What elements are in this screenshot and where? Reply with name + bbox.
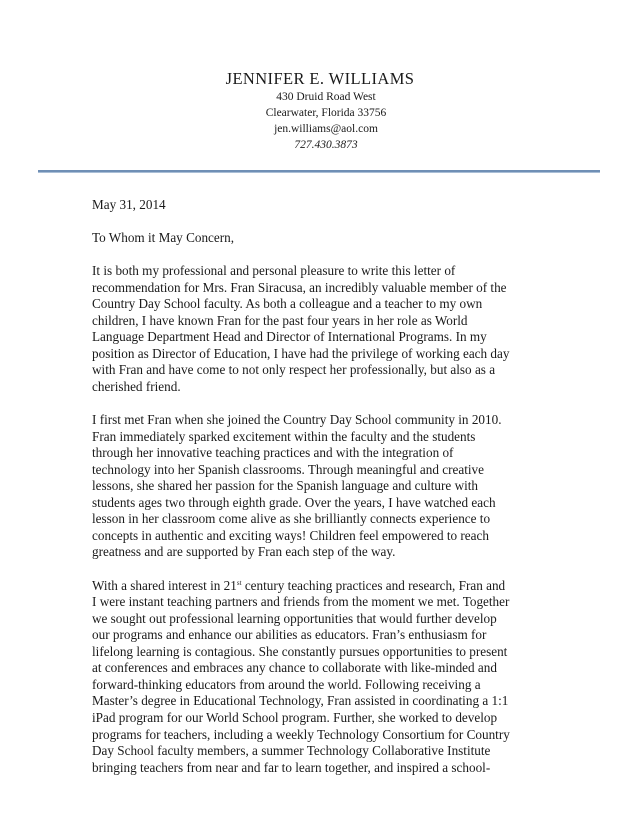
paragraph-line: bringing teachers from near and far to learn together, and inspired a school- bbox=[92, 759, 491, 775]
paragraph-line: Day School faculty members, a summer Technology Collaborative Institute bbox=[92, 743, 491, 759]
paragraph-line: cherished friend. bbox=[92, 379, 181, 395]
first-line-start: With a shared interest in 21 bbox=[92, 577, 237, 593]
author-name: JENNIFER E. WILLIAMS bbox=[225, 69, 415, 88]
letter-salutation: To Whom it May Concern, bbox=[92, 230, 235, 246]
street-address: 430 Druid Road West bbox=[276, 91, 376, 103]
first-line-end: century teaching practices and research, Fran and bbox=[241, 577, 506, 593]
paragraph-line: forward-thinking educators from around the world. Following receiving a bbox=[92, 676, 481, 692]
paragraph-1 bbox=[92, 263, 562, 395]
letter-date: May 31, 2014 bbox=[92, 197, 166, 212]
paragraph-line: I were instant teaching partners and friends from the moment we met. Together bbox=[92, 594, 510, 610]
paragraph-line: recommendation for Mrs. Fran Siracusa, an incredibly valuable member of the bbox=[92, 279, 507, 295]
email-address: jen.williams@aol.com bbox=[274, 123, 378, 135]
paragraph-line: Master’s degree in Educational Technology, Fran assisted in coordinating a 1:1 bbox=[92, 693, 509, 709]
paragraph-line: Fran immediately sparked excitement within the faculty and the students bbox=[92, 428, 476, 444]
paragraph-line: technology into her Spanish classrooms. Through meaningful and creative bbox=[92, 461, 484, 477]
phone-number: 727.430.3873 bbox=[294, 139, 358, 151]
paragraph-line: greatness and are supported by Fran each step of the way. bbox=[92, 544, 396, 560]
paragraph-line: programs for teachers, including a weekly Technology Consortium for Country bbox=[92, 726, 510, 742]
paragraph-line: iPad program for our World School program. Further, she worked to develop bbox=[92, 709, 498, 725]
paragraph-2 bbox=[92, 412, 562, 561]
paragraph-line: Country Day School faculty. As both a colleague and a teacher to my own bbox=[92, 296, 483, 312]
paragraph-line: Language Department Head and Director of International Programs. In my bbox=[92, 329, 487, 345]
paragraph-line: lifelong learning is contagious. She constantly pursues opportunities to present bbox=[92, 643, 508, 659]
paragraph-line: at conferences and embraces any chance to collaborate with like-minded and bbox=[92, 660, 497, 676]
letter-body bbox=[92, 197, 562, 793]
paragraph-line: our programs and enhance our abilities as educators. Fran’s enthusiasm for bbox=[92, 627, 487, 643]
city-state-zip: Clearwater, Florida 33756 bbox=[265, 107, 387, 119]
paragraph-line: children, I have known Fran for the past four years in her role as World bbox=[92, 312, 468, 328]
paragraph-line: lesson in her classroom come alive as she brilliantly connects experience to bbox=[92, 511, 491, 527]
paragraph-line: position as Director of Education, I have had the privilege of working each day bbox=[92, 345, 510, 361]
paragraph-line: we sought out professional learning opportunities that would further develop bbox=[92, 610, 497, 626]
paragraph-line: I first met Fran when she joined the Country Day School community in 2010. bbox=[92, 412, 502, 428]
letterhead bbox=[0, 69, 638, 153]
paragraph-line: students ages two through eighth grade. Over the years, I have watched each bbox=[92, 494, 496, 510]
paragraph-line: It is both my professional and personal pleasure to write this letter of bbox=[92, 263, 456, 279]
paragraph-line: lessons, she shared her passion for the Spanish language and culture with bbox=[92, 478, 479, 494]
paragraph-3 bbox=[92, 578, 562, 777]
paragraph-line: through her innovative teaching practices and with the integration of bbox=[92, 445, 454, 461]
paragraph-line: concepts in authentic and exciting ways! Children feel empowered to reach bbox=[92, 527, 489, 543]
header-divider bbox=[38, 170, 600, 173]
paragraph-line: with Fran and have come to not only respect her professionally, but also as a bbox=[92, 362, 496, 378]
ordinal-suffix: st bbox=[236, 578, 242, 587]
paragraph-first-line bbox=[92, 578, 562, 595]
